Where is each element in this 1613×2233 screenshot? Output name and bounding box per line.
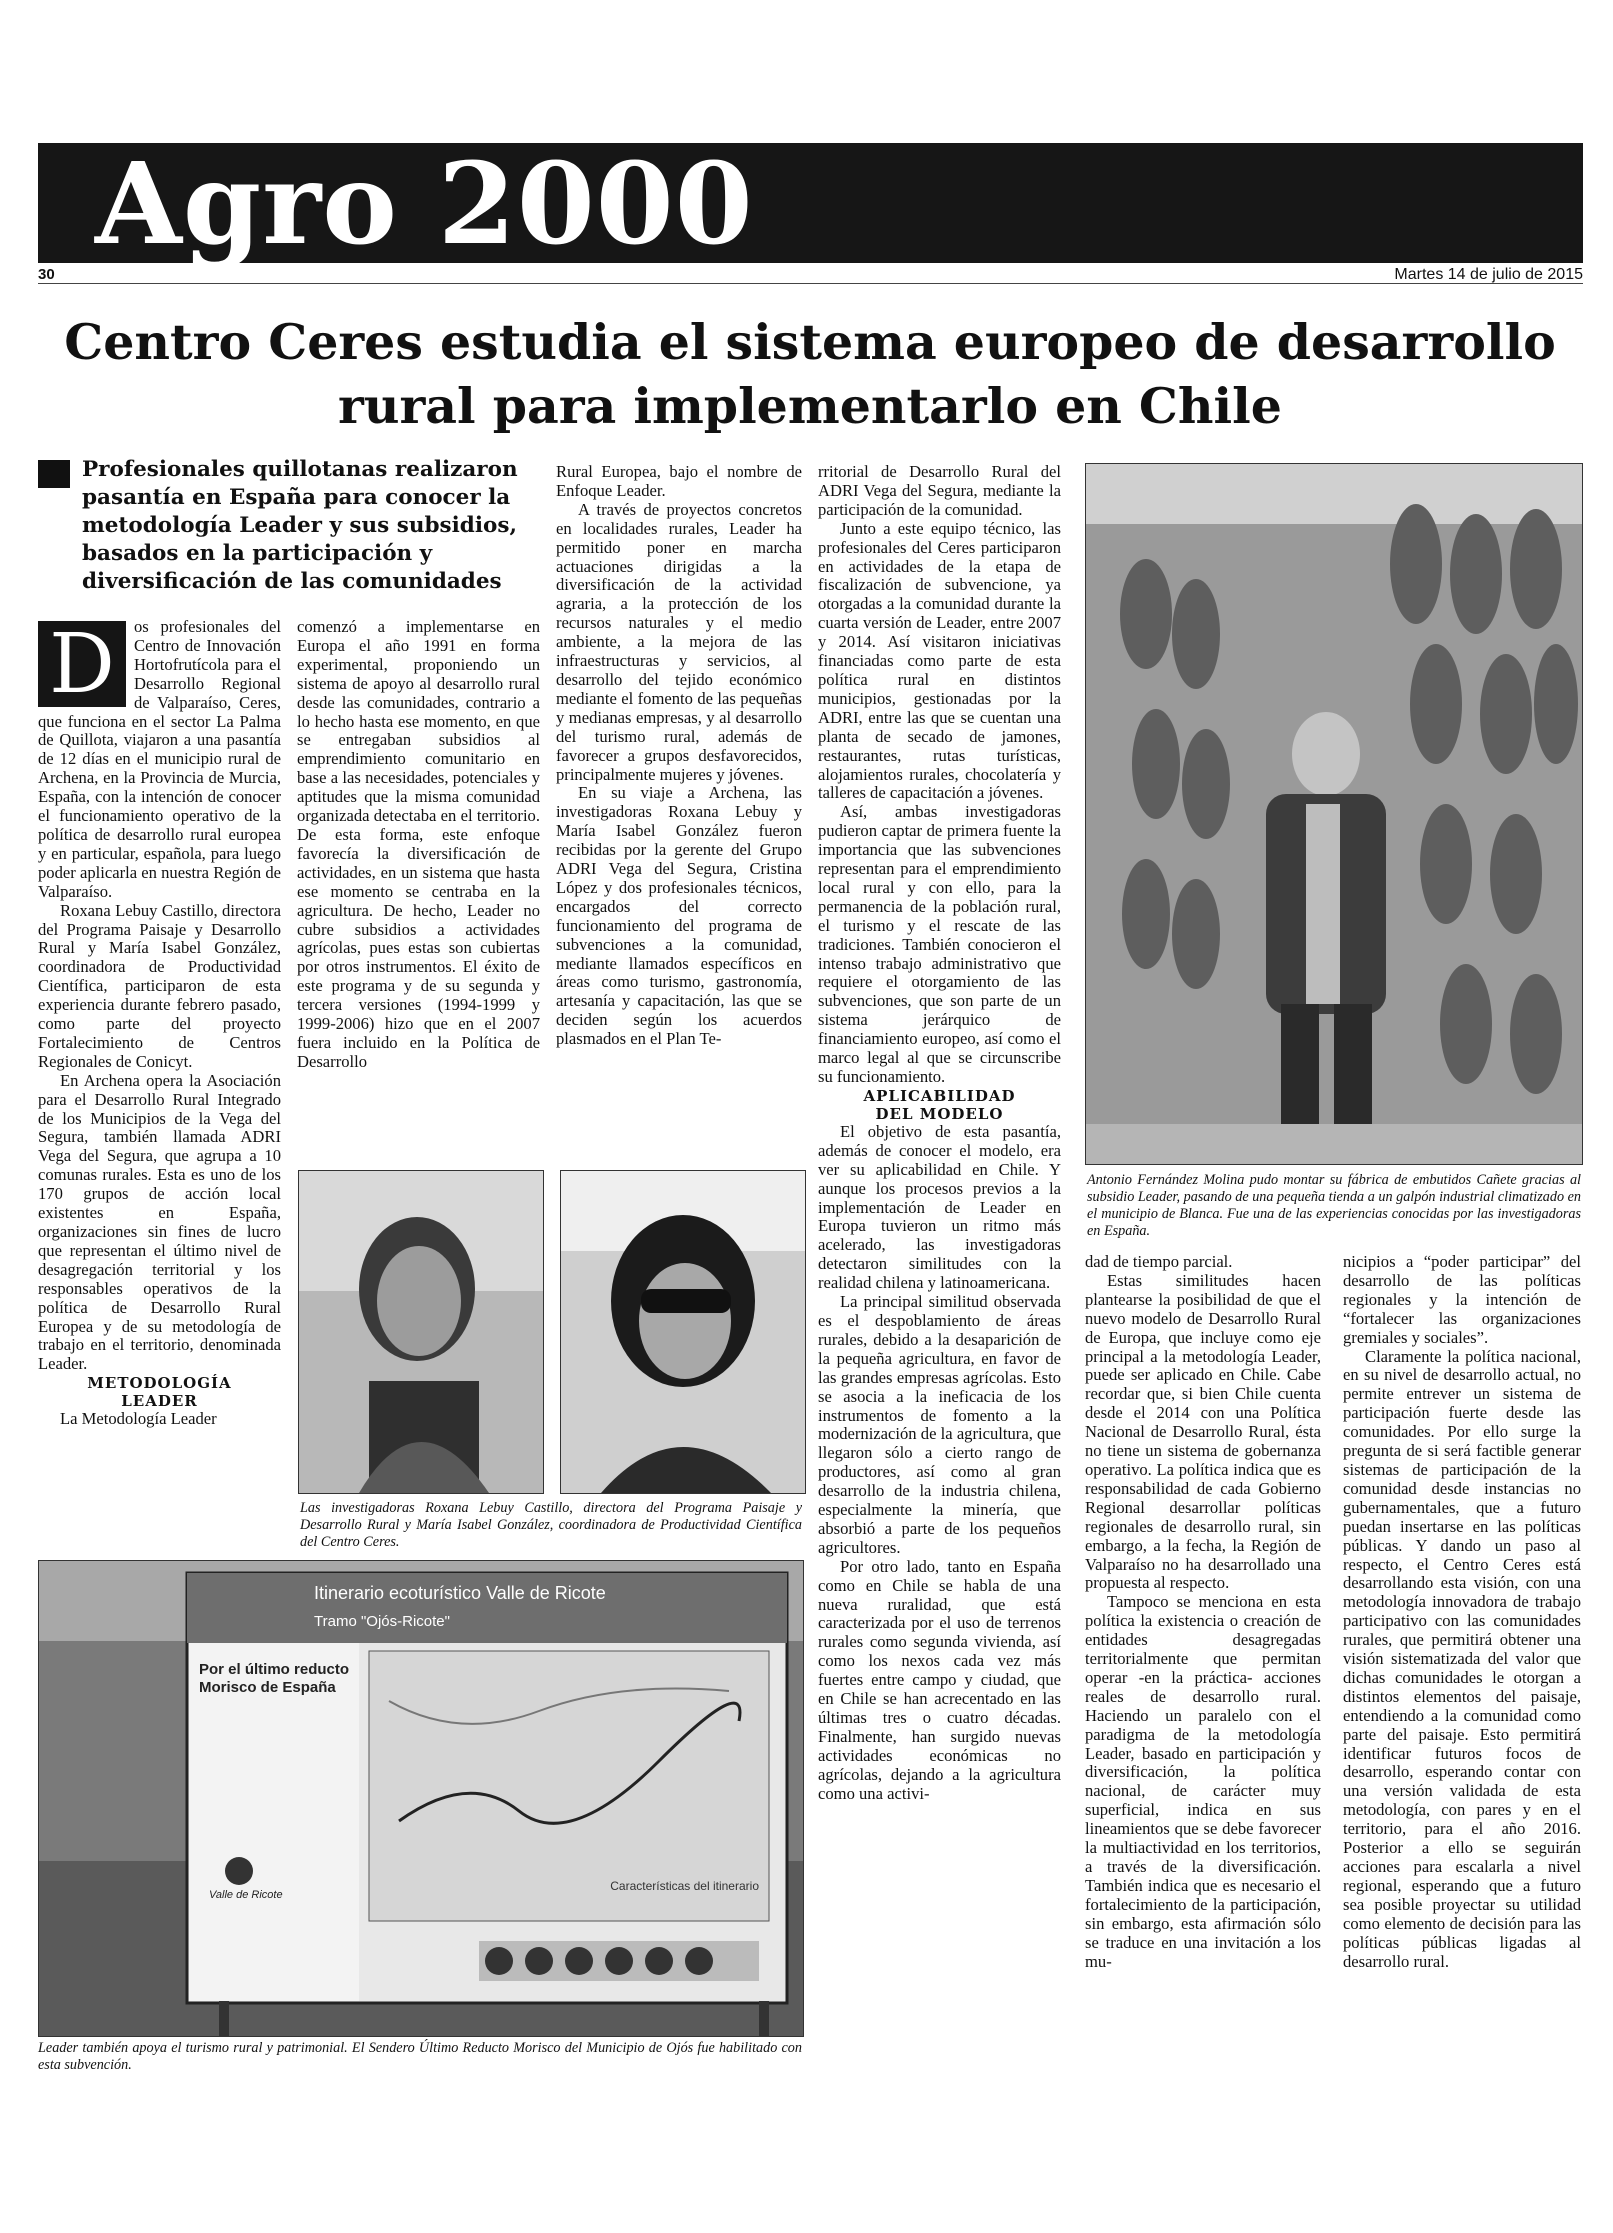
paragraph: comenzó a implementarse en Europa el año 1991 en forma experimental, proponiendo un sistema de apoyo al desarrollo rural desde las comunidades, contrario a lo hecho hasta ese momento, en que se entregaban subsidios al emprendimiento comunitario en base a las necesidades, potenciales y aptitudes que la misma comunidad organizada detectaba en el territorio. De esta forma, este enfoque favorecía la diversificación de actividades, en un sistema que hasta ese momento se centraba en la agricultura. De hecho, Leader no cubre subsidios a actividades agrícolas, pues estas son cubiertas por otros instrumentos. El éxito de este programa y de su segunda y tercera versiones (1994-1999 y 1999-2006) hizo que en el 2007 fuera incluido en la Política de Desarrollo: [297, 617, 540, 1071]
photo-researcher-2: [560, 1170, 806, 1494]
column-1: [38, 618, 281, 1429]
masthead-title: Agro 2000: [95, 139, 754, 270]
subhead: DEL MODELO: [875, 1104, 1004, 1123]
column-4: [818, 463, 1061, 1804]
paragraph: Roxana Lebuy Castillo, directora del Programa Paisaje y Desarrollo Rural y María Isabel González, coordinadora de Productividad Científica, participaron de esta experiencia durante febrero pasado, como parte del proyecto Fortalecimiento de Centros Regionales de Conicyt.: [38, 900, 281, 1071]
paragraph: Junto a este equipo técnico, las profesionales del Ceres participaron en actividades de la etapa de fiscalización de subvencione, ya otorgadas a la comunidad durante la cuarta versión de Leader, entre 2007 y 2014. Así visitaron iniciativas financiadas como parte de esta política rural en distintos municipios, gestionadas por la ADRI, entre las que se cuentan una planta de secado de jamones, restaurantes, rutas turísticas, alojamientos rurales, chocolatería y talleres de capacitación a jóvenes.: [818, 518, 1061, 803]
page-number: 30: [38, 266, 55, 283]
sign-tramo: Tramo "Ojós-Ricote": [314, 1613, 450, 1630]
drop-cap: D: [38, 621, 126, 707]
paragraph: En Archena opera la Asociación para el Desarrollo Rural Integrado de los Municipios de la Vega del Segura, también llamada ADRI Vega del Segura, que agrupa a 10 comunas rurales. Esta es uno de los 170 grupos de acción local existentes en España, organizaciones sin fines de lucro que representan el último nivel de desagregación territorial y los responsables operativos de la política de Desarrollo Rural Europea y de su metodología de trabajo en el territorio, denominada Leader.: [38, 1070, 281, 1374]
sign-heading: Por el último reducto Morisco de España: [199, 1661, 350, 1696]
paragraph: En su viaje a Archena, las investigadoras Roxana Lebuy y María Isabel González fueron recibidas por la gerente del Grupo ADRI Vega del Segura, Cristina López y dos profesionales técnicos, encargados del correcto funcionamiento del programa de subvenciones a la comunidad, mediante llamados específicos en áreas como turismo, gastronomía, artesanía y capacitación, las que se deciden según los acuerdos plasmados en el Plan Te-: [556, 783, 802, 1049]
article-headline: Centro Ceres estudia el sistema europeo de desarrollo rural para implementarlo en Chile: [64, 313, 1556, 435]
subhead: APLICABILIDAD: [863, 1086, 1016, 1105]
photo-ham-factory: [1085, 463, 1583, 1165]
column-3: [556, 463, 802, 1049]
deck-bullet: [38, 460, 70, 488]
caption-ham-factory: Antonio Fernández Molina pudo montar su fábrica de embutidos Cañete gracias al subsidio Leader, pasando de una pequeña tienda a un galpón industrial climatizado en el municipio de Blanca. Fue una de las experiencias conocidas por las investigadoras en España.: [1087, 1172, 1581, 1239]
paragraph: Claramente la política nacional, en su nivel de desarrollo actual, no permite entrever un sistema de participación fuerte desde las comunidades. Por ello surge la pregunta de si será factible generar sistemas de participación de la comunidad desde instancias no gubernamentales, que a futuro puedan insertarse en las políticas públicas. Y dando un paso al respecto, el Centro Ceres está desarrollando esta visión, con una metodología innovadora de trabajo participativo con las comunidades rurales, que permitirá obtener una visión sistematizada del valor que dichas comunidades le otorgan a distintos elementos del paisaje, entendiendo a la comunidad como parte del paisaje. Esto permitirá identificar futuros focos de desarrollo, esperando contar con una versión validada de esta metodología, con pares y en el territorio, para el año 2016. Posterior a ello se seguirán acciones para escalarla a nivel regional, esperando que a futuro sea posible proyectar su utilidad como elemento de decisión para las políticas públicas ligadas al desarrollo rural.: [1343, 1346, 1581, 1971]
photo-researcher-1: [298, 1170, 544, 1494]
header-rule: [38, 283, 1583, 284]
article-deck: Profesionales quillotanas realizaron pasantía en España para conocer la metodología Leader y sus subsidios, basados en la participación y diversificación de las comunidades: [82, 457, 518, 594]
subhead: LEADER: [121, 1392, 198, 1411]
paragraph: La principal similitud observada es el despoblamiento de áreas rurales, debido a la desaparición de la pequeña agricultura, en favor de las grandes empresas agrícolas. Esto se asocia a la ineficacia de los instrumentos de fomento a la modernización de la agricultura, que llegaron sólo a cierto rango de productores, así como al gran desarrollo de la industria chilena, especialmente la minería, que absorbió a parte de los pequeños agricultores.: [818, 1292, 1061, 1557]
paragraph: A través de proyectos concretos en localidades rurales, Leader ha permitido poner en marcha actuaciones dirigidas a la diversificación de la actividad agraria, a la protección de los recursos naturales y el medio ambiente, a la mejora de las infraestructuras y servicios, al desarrollo del tejido económico mediante el fomento de las pequeñas y medianas empresas, y al desarrollo del turismo rural, además de favorecer a grupos desfavorecidos, principalmente mujeres y jóvenes.: [556, 499, 802, 784]
column-5: [1085, 1253, 1321, 1971]
paragraph: Rural Europea, bajo el nombre de Enfoque Leader.: [556, 462, 802, 500]
sign-features: Características del itinerario: [610, 1879, 759, 1893]
paragraph: Tampoco se menciona en esta política la existencia o creación de entidades desagregadas territorialmente que permitan operar -en la práctica- acciones reales de desarrollo rural. Haciendo un paralelo con el paradigma de la metodología Leader, basado en participación y diversificación, la política nacional, de carácter muy superficial, indica en sus lineamientos que se debe favorecer la multiactividad en los territorios, a través de la diversificación. También indica que es necesario el fortalecimiento de la participación, sin embargo, esta afirmación sólo se traduce en una invitación a los mu-: [1085, 1592, 1321, 1971]
paragraph: Así, ambas investigadoras pudieron captar de primera fuente la importancia que las subvenciones representan para el emprendimiento local rural y con ello, para la permanencia de la población rural, el turismo y el rescate de las tradiciones. También conocieron el intenso trabajo administrativo que requiere el otorgamiento de las subvenciones, que son parte de un sistema jerárquico de financiamiento europeo, así como el marco legal al que se circunscribe su funcionamiento.: [818, 802, 1061, 1086]
issue-date: Martes 14 de julio de 2015: [1394, 266, 1583, 283]
paragraph: Estas similitudes hacen plantearse la posibilidad de que el nuevo modelo de Desarrollo Rural de Europa, que incluye como eje principal a la metodología Leader, puede ser aplicado en Chile. Cabe recordar que, si bien Chile cuenta desde el 2014 con una Política Nacional de Desarrollo Rural, ésta no tiene un sistema de gobernanza operativo. La política indica que es responsabilidad de cada Gobierno Regional desarrollar políticas regionales de desarrollo rural, sin embargo, a la fecha, la Región de Valparaíso no ha desarrollado una propuesta al respecto.: [1085, 1270, 1321, 1593]
paragraph: La Metodología Leader: [60, 1409, 217, 1429]
caption-trail-sign: Leader también apoya el turismo rural y patrimonial. El Sendero Último Reducto Morisco del Municipio de Ojós fue habilitado con esta subvención.: [38, 2040, 802, 2073]
column-6: [1343, 1253, 1581, 1971]
photo-trail-sign: [38, 1560, 804, 2037]
sign-title: Itinerario ecoturístico Valle de Ricote: [314, 1583, 606, 1603]
paragraph: dad de tiempo parcial.: [1085, 1252, 1233, 1271]
paragraph: os profesionales del Centro de Innovación Hortofrutícola para el Desarrollo Regional de Valparaíso, Ceres, que funciona en el sector La Palma de Quillota, viajaron a una pasantía de 12 días en el municipio rural de Archena, en la Provincia de Murcia, España, con la intención de conocer el funcionamiento operativo de la política de desarrollo rural europea y en particular, española, para luego poder aplicarla en nuestra Región de Valparaíso.: [38, 617, 281, 901]
paragraph: El objetivo de esta pasantía, además de conocer el modelo, era ver su aplicabilidad en Chile. Y aunque los procesos previos a la implementación de Leader en Europa tuvieron un ritmo más acelerado, las investigadoras detectaron similitudes con la realidad chilena y latinoamericana.: [818, 1121, 1061, 1293]
subhead: METODOLOGÍA: [87, 1374, 232, 1393]
sign-logo: Valle de Ricote: [209, 1889, 283, 1901]
caption-researchers: Las investigadoras Roxana Lebuy Castillo, directora del Programa Paisaje y Desarrollo Rural y María Isabel González, coordinadora de Productividad Científica del Centro Ceres.: [300, 1500, 802, 1550]
paragraph: Por otro lado, tanto en España como en Chile se habla de una nueva ruralidad, que está caracterizada por el uso de terrenos rurales como segunda vivienda, así como los nexos cada vez más fuertes entre campo y ciudad, que en Chile se han acrecentado en las últimas tres o cuatro décadas. Finalmente, han surgido nuevas actividades económicas no agrícolas, dejando a la agricultura como una activi-: [818, 1556, 1061, 1803]
paragraph: rritorial de Desarrollo Rural del ADRI Vega del Segura, mediante la participación de la comunidad.: [818, 462, 1061, 519]
column-2: [297, 618, 540, 1072]
paragraph: nicipios a “poder participar” del desarrollo de las políticas regionales y la intención de “fortalecer las organizaciones gremiales y sociales”.: [1343, 1252, 1581, 1347]
